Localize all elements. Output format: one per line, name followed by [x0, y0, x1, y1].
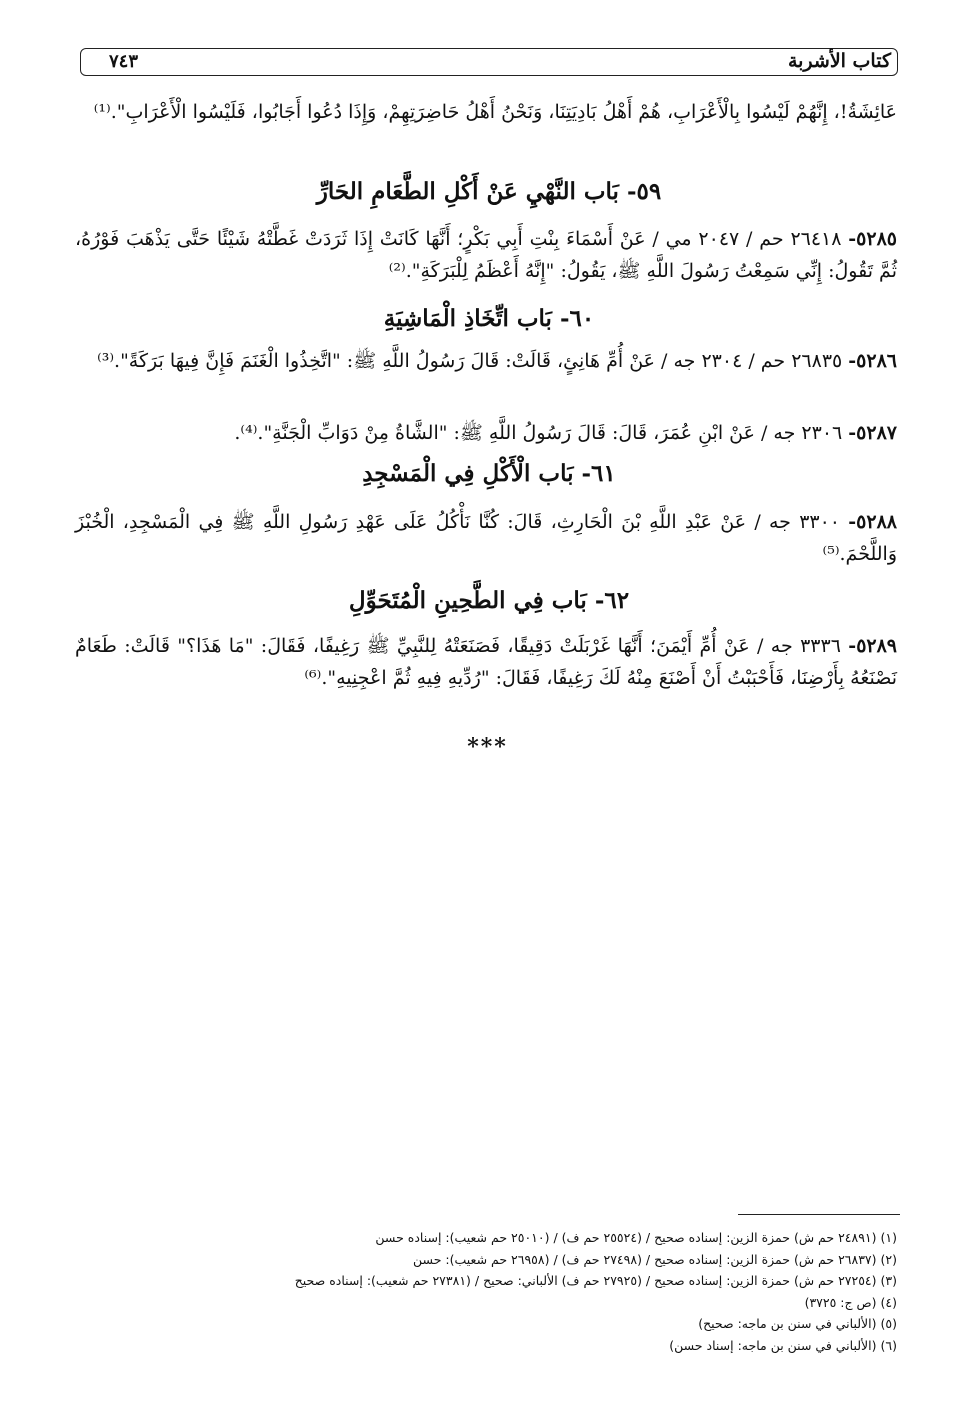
hadith-number: ٥٢٨٦-	[848, 350, 897, 372]
hadith-entry-5286	[75, 345, 897, 377]
footnote: (٥) (الألباني في سنن بن ماجه: صحيح)	[698, 1316, 897, 1331]
section-heading-59: ٥٩- بَاب النَّهْيِ عَنْ أَكْلِ الطَّعَامِ الحَارِّ	[316, 178, 662, 205]
footnote: (٦) (الألباني في سنن بن ماجه: إسناد حسن)	[669, 1337, 897, 1353]
section-heading-62: ٦٢- بَاب فِي الطَّحِينِ الْمُتَحَوِّلِ	[348, 587, 630, 614]
hadith-text: ٣٣٠٠ جه / عَنْ عَبْدِ اللَّهِ بْنَ الْحَارِثِ، قَالَ: كُنَّا نَأْكُلُ عَلَى عَهْدِ رَسُولِ اللَّهِ ﷺ فِي الْمَسْجِدِ، الْخُبْزَ وَاللَّحْمَ.⁽⁵⁾	[75, 511, 897, 565]
footnote-divider	[738, 1214, 900, 1215]
hadith-entry-5289	[75, 630, 897, 694]
hadith-entry-5287	[75, 417, 897, 449]
section-heading-60: ٦٠- بَاب اتِّخَاذِ الْمَاشِيَةِ	[383, 305, 595, 332]
section-separator: ***	[467, 734, 508, 760]
hadith-number: ٥٢٨٥-	[848, 228, 897, 250]
footnotes	[75, 1227, 897, 1356]
hadith-text: ٢٦٨٣٥ حم / ٢٣٠٤ جه / عَنْ أُمِّ هَانِئٍ، قَالَتْ: قَالَ رَسُولُ اللَّهِ ﷺ: "اتَّخِذُوا الْغَنَمَ فَإِنَّ فِيهَا بَرَكَةً".⁽³⁾	[97, 350, 849, 372]
hadith-text: ٣٣٣٦ جه / عَنْ أُمِّ أَيْمَنَ؛ أَنَّهَا غَرْبَلَتْ دَقِيقًا، فَصَنَعَتْهُ لِلنَّبِيِّ ﷺ رَغِيفًا، فَقَالَ: "مَا هَذَا؟" قَالَتْ: طَعَامٌ نَصْنَعُهُ بِأَرْضِنَا، فَأَحْبَبْتُ أَنْ أَصْنَعَ مِنْهُ لَكَ رَغِيفًا، فَقَالَ: "رُدِّيهِ فِيهِ ثُمَّ اعْجِنِيهِ".⁽⁶⁾	[75, 635, 897, 689]
hadith-number: ٥٢٨٧-	[848, 422, 897, 444]
chapter-title: كتاب الأشربة	[787, 50, 891, 72]
hadith-text: ٢٣٠٦ جه / عَنْ ابْنِ عُمَرَ، قَالَ: قَالَ رَسُولُ اللَّهِ ﷺ: "الشَّاةُ مِنْ دَوَابِّ الْجَنَّةِ".⁽⁴⁾.	[234, 422, 849, 444]
section-heading-61: ٦١- بَاب الْأَكْلِ فِي الْمَسْجِدِ	[362, 460, 616, 487]
footnote: (٢) (٢٦٨٣٧ حم ش) حمزة الزين: إسناده صحيح / (٢٧٤٩٨ حم ف) / (٢٦٩٥٨ حم شعيب): حسن	[413, 1251, 897, 1267]
footnote: (٣) (٢٧٢٥٤ حم ش) حمزة الزين: إسناده صحيح / (٢٧٩٢٥ حم ف) الألباني: صحيح / (٢٧٣٨١ حم شعيب): إسناده صحيح	[294, 1273, 897, 1288]
hadith-text: ٢٦٤١٨ حم / ٢٠٤٧ مي / عَنْ أَسْمَاءَ بِنْتِ أَبِي بَكْرٍ؛ أَنَّهَا كَانَتْ إِذَا ثَرَدَتْ غَطَّتْهُ شَيْئًا حَتَّى يَذْهَبَ فَوْرُهُ، ثُمَّ تَقُولُ: إِنِّي سَمِعْتُ رَسُولَ اللَّهِ ﷺ، يَقُولُ: "إِنَّهُ أَعْظَمُ لِلْبَرَكَةِ".⁽²⁾	[75, 228, 897, 282]
footnote: (٤) (ص ج: ٣٧٢٥)	[804, 1294, 897, 1310]
hadith-number: ٥٢٨٨-	[848, 511, 897, 533]
footnote: (١) (٢٤٨٩١ حم ش) حمزة الزين: إسناده صحيح / (٢٥٥٢٤ حم ف) / (٢٥٠١٠ حم شعيب): إسناده حسن	[375, 1230, 897, 1245]
continued-text: عَائِشَةُ!، إِنَّهُمْ لَيْسُوا بِالْأَعْرَابِ، هُمْ أَهْلُ بَادِيَتِنَا، وَنَحْنُ أَهْلُ حَاضِرَتِهِمْ، وَإِذَا دُعُوا أَجَابُوا، فَلَيْسُوا الْأَعْرَابِ".⁽¹⁾	[93, 101, 897, 123]
hadith-entry-5285	[75, 223, 897, 287]
hadith-entry-5288	[75, 506, 897, 570]
hadith-number: ٥٢٨٩-	[848, 635, 898, 657]
page-number: ٧٤٣	[109, 51, 139, 72]
page-header	[80, 48, 898, 76]
